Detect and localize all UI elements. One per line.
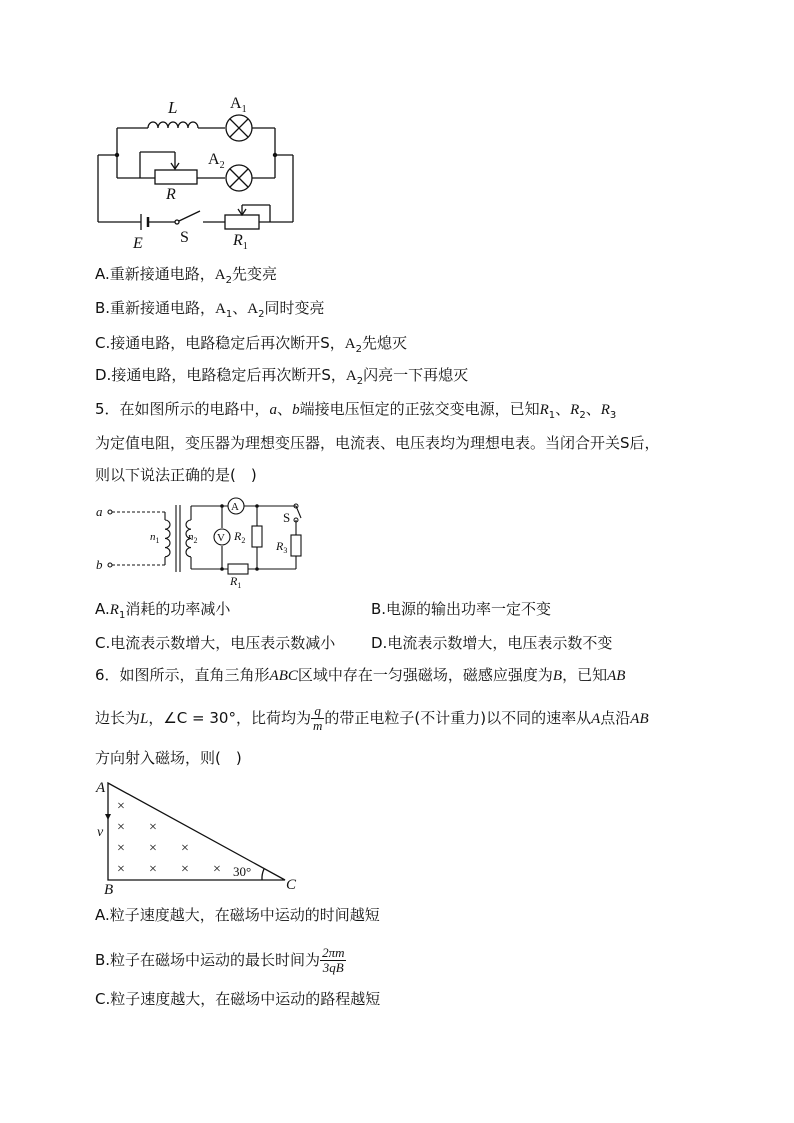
q5-option-a: $A.R_1$消耗的功率减小: [95, 600, 231, 621]
vertex-C: C: [286, 877, 297, 893]
field-crosses: [117, 799, 221, 877]
vertex-B: B: [104, 882, 114, 898]
cross-icon: ×: [117, 820, 125, 835]
label-A1: $A_1$: [230, 95, 247, 115]
ammeter-label: A: [231, 501, 239, 513]
label-S: S: [180, 229, 189, 246]
q5-option-d: D.电流表示数增大，电压表示数不变: [371, 634, 613, 652]
q6-option-c: C.粒子速度越大，在磁场中运动的路程越短: [95, 990, 381, 1008]
vertex-A: A: [96, 780, 106, 796]
label-n1: $n_1$: [150, 531, 160, 545]
cross-icon: ×: [149, 862, 157, 877]
max-time-fraction: $\frac{2\pi m}{3qB}$: [322, 945, 345, 975]
q6-option-a: A.粒子速度越大，在磁场中运动的时间越短: [95, 906, 380, 924]
q4-option-a: A.重新接通电路，$A_2$先变亮: [95, 265, 278, 286]
q5-option-c: C.电流表示数增大，电压表示数减小: [95, 634, 336, 652]
label-n2: $n_2$: [188, 531, 198, 545]
q6-stem-line3: 方向射入磁场，则( ): [95, 749, 242, 767]
q4-option-b: B.重新接通电路，$A_1$、$A_2$同时变亮: [95, 299, 325, 320]
label-b: b: [96, 557, 103, 572]
triangle-field-diagram: [0, 775, 794, 898]
cross-icon: ×: [181, 841, 189, 856]
cross-icon: ×: [149, 841, 157, 856]
label-R3: $R_3$: [276, 539, 288, 555]
q5-stem-line1: 5．在如图所示的电路中，a、b端接电压恒定的正弦交变电源，已知$R_1$、$R_2$、$R_3$: [95, 400, 617, 421]
q5-stem-line2: 为定值电阻，变压器为理想变压器，电流表、电压表均为理想电表。当闭合开关S后，: [95, 434, 660, 452]
cross-icon: ×: [117, 862, 125, 877]
label-R1: $R_1$: [233, 232, 248, 252]
circuit-diagram-1: [0, 0, 794, 260]
cross-icon: ×: [117, 799, 125, 814]
q5-stem-line3: 则以下说法正确的是( ): [95, 466, 257, 484]
q6-option-b: B.粒子在磁场中运动的最长时间为 $\frac{2\pi m}{3qB}$: [95, 945, 345, 975]
label-R2: $R_2$: [234, 529, 246, 545]
angle-label: 30°: [233, 864, 252, 879]
label-L: L: [168, 98, 178, 117]
label-E: E: [133, 235, 143, 252]
label-R: R: [166, 186, 176, 203]
voltmeter-label: V: [217, 532, 225, 544]
cross-icon: ×: [181, 862, 189, 877]
cross-icon: ×: [117, 841, 125, 856]
circuit-diagram-2: [0, 490, 794, 610]
velocity-label: v: [97, 825, 104, 840]
q4-option-c: C.接通电路，电路稳定后再次断开S，$A_2$先熄灭: [95, 334, 407, 355]
q6-stem-line1: 6．如图所示，直角三角形ABC区域中存在一匀强磁场，磁感应强度为B，已知AB: [95, 666, 626, 684]
cross-icon: ×: [213, 862, 221, 877]
label-S: S: [283, 510, 291, 525]
charge-mass-ratio: $\frac{q}{m}$: [312, 703, 323, 733]
label-R1: $R_1$: [230, 574, 242, 590]
label-a: a: [96, 504, 103, 519]
cross-icon: ×: [149, 820, 157, 835]
label-A2: $A_2$: [208, 151, 225, 171]
q5-option-b: B.电源的输出功率一定不变: [371, 600, 552, 618]
q6-stem-line2: 边长为L，∠C = 30°，比荷均为 $\frac{q}{m}$ 的带正电粒子(不计重力)以不同的速率从A点沿AB: [95, 703, 649, 733]
q4-option-d: D.接通电路，电路稳定后再次断开S，$A_2$闪亮一下再熄灭: [95, 366, 469, 387]
